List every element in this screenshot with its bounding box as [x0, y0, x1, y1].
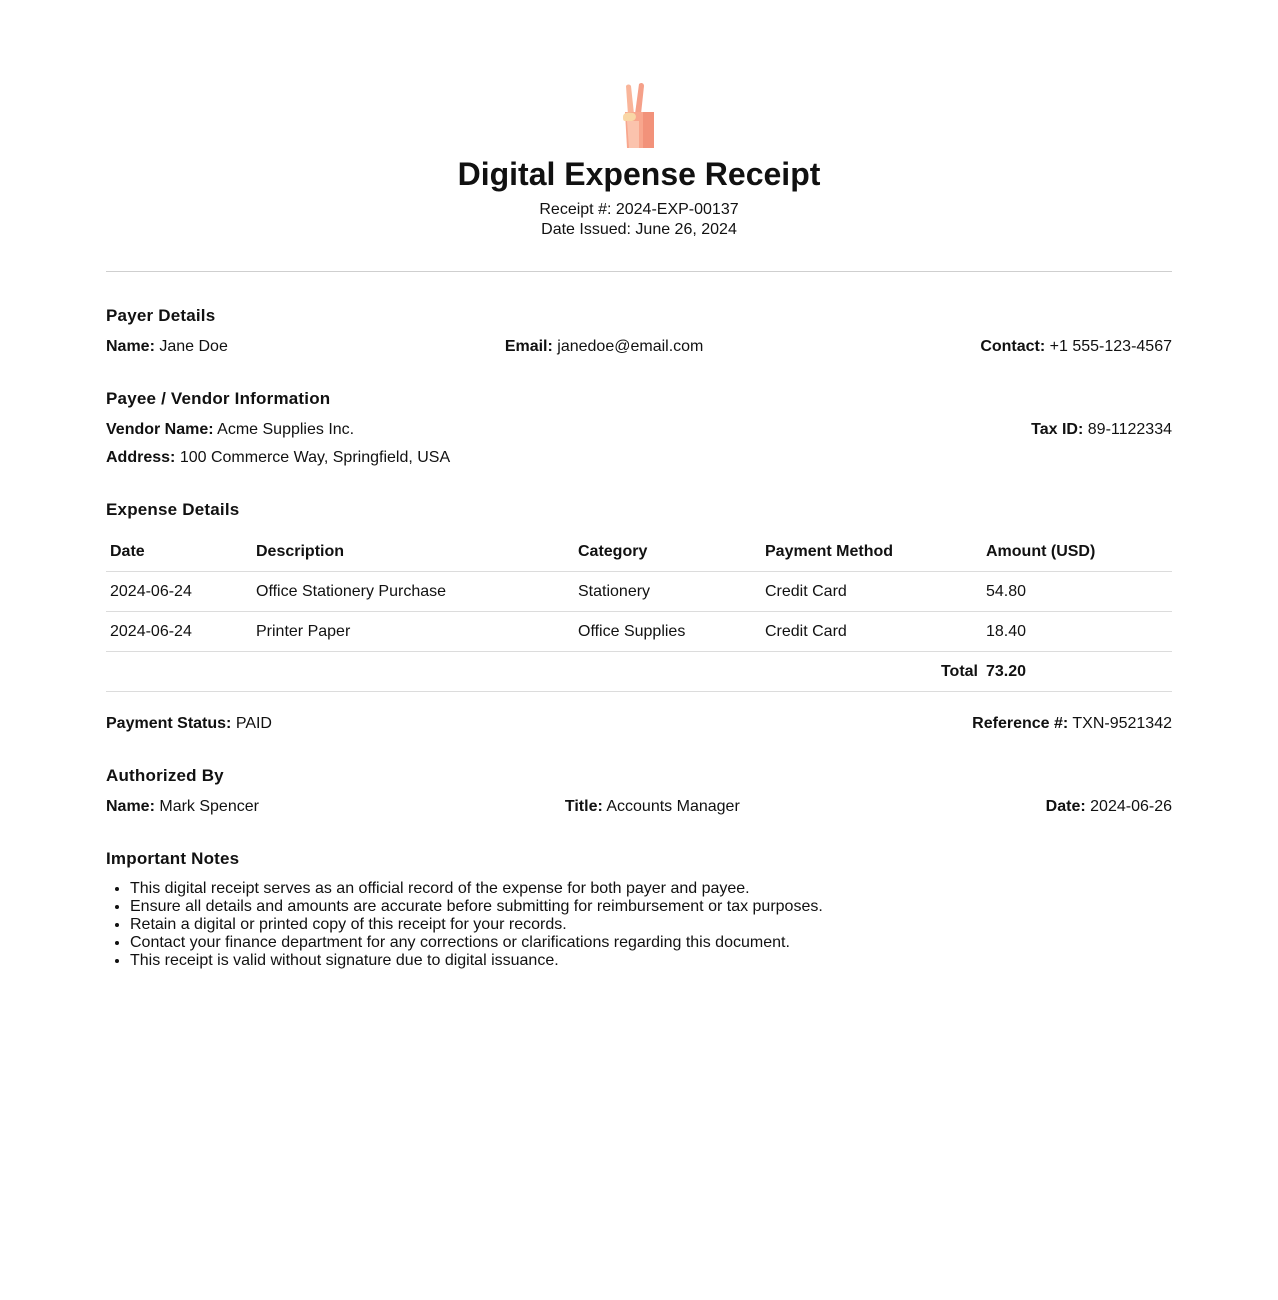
payment-reference [972, 714, 1172, 734]
header-divider [106, 271, 1172, 272]
victory-hand-icon [615, 82, 663, 150]
authorized-heading: Authorized By [106, 766, 224, 785]
vendor-name-value: Acme Supplies Inc. [217, 421, 355, 438]
payer-name-value: Jane Doe [159, 338, 228, 355]
cell-payment-method: Credit Card [761, 572, 982, 612]
cell-date: 2024-06-24 [106, 572, 252, 612]
list-item: • This digital receipt serves as an official record of the expense for both payer and payee. [130, 880, 1172, 898]
authorized-section [106, 766, 1172, 817]
expense-table [106, 532, 1172, 692]
cell-amount: 18.40 [982, 612, 1172, 652]
list-item: • Retain a digital or printed copy of this receipt for your records. [130, 916, 1172, 934]
payment-status-label: Payment Status: [106, 715, 232, 732]
payer-heading: Payer Details [106, 306, 216, 325]
table-header-row [106, 532, 1172, 572]
date-issued: Date Issued: June 26, 2024 [541, 221, 737, 238]
total-label: Total [106, 652, 982, 692]
vendor-tax-label: Tax ID: [1031, 421, 1084, 438]
vendor-tax-value: 89-1122334 [1087, 421, 1172, 438]
cell-date: 2024-06-24 [106, 612, 252, 652]
authorized-name [106, 797, 259, 817]
authorized-date-value: 2024-06-26 [1090, 798, 1172, 815]
table-row [106, 612, 1172, 652]
cell-description: Office Stationery Purchase [252, 572, 574, 612]
column-header: Payment Method [761, 532, 982, 572]
notes-heading: Important Notes [106, 849, 240, 868]
notes-section [106, 849, 1172, 970]
vendor-address-value: 100 Commerce Way, Springfield, USA [179, 449, 451, 466]
list-item: • Ensure all details and amounts are accurate before submitting for reimbursement or tax purposes. [130, 898, 1172, 916]
total-row [106, 652, 1172, 692]
expense-heading: Expense Details [106, 500, 240, 519]
vendor-section [106, 389, 1172, 468]
vendor-address-label: Address: [106, 449, 176, 466]
payer-email-label: Email: [504, 338, 553, 355]
cell-category: Office Supplies [574, 612, 761, 652]
column-header: Description [252, 532, 574, 572]
expense-section [106, 500, 1172, 692]
column-header: Amount (USD) [982, 532, 1172, 572]
payer-contact-value: +1 555-123-4567 [1049, 338, 1172, 355]
notes-list [106, 880, 1172, 970]
payer-contact [980, 337, 1172, 357]
vendor-name-label: Vendor Name: [106, 421, 214, 438]
authorized-title-label: Title: [564, 798, 603, 815]
list-item: • This receipt is valid without signature due to digital issuance. [130, 952, 1172, 970]
payment-status [106, 714, 272, 734]
authorized-title [565, 797, 740, 817]
receipt-title: Digital Expense Receipt [457, 156, 821, 192]
authorized-name-value: Mark Spencer [159, 798, 259, 815]
table-row [106, 572, 1172, 612]
payer-section [106, 306, 1172, 357]
vendor-heading: Payee / Vendor Information [106, 389, 331, 408]
cell-category: Stationery [574, 572, 761, 612]
payer-contact-label: Contact: [980, 338, 1046, 355]
vendor-name [106, 420, 354, 440]
payer-email [505, 337, 704, 357]
receipt-page [106, 0, 1172, 970]
authorized-name-label: Name: [106, 798, 155, 815]
payer-name-label: Name: [106, 338, 155, 355]
payment-status-value: PAID [235, 715, 272, 732]
payment-status-row [106, 714, 1172, 734]
column-header: Date [106, 532, 252, 572]
authorized-date [1046, 797, 1172, 817]
authorized-title-value: Accounts Manager [606, 798, 740, 815]
payer-email-value: janedoe@email.com [557, 338, 704, 355]
cell-amount: 54.80 [982, 572, 1172, 612]
vendor-tax-id [1031, 420, 1172, 440]
receipt-number: Receipt #: 2024-EXP-00137 [539, 201, 739, 218]
total-value: 73.20 [982, 652, 1172, 692]
vendor-address [106, 448, 450, 468]
payer-name [106, 337, 228, 357]
payment-reference-label: Reference #: [972, 715, 1069, 732]
payment-reference-value: TXN-9521342 [1072, 715, 1172, 732]
cell-payment-method: Credit Card [761, 612, 982, 652]
cell-description: Printer Paper [252, 612, 574, 652]
authorized-date-label: Date: [1045, 798, 1086, 815]
column-header: Category [574, 532, 761, 572]
list-item: • Contact your finance department for any corrections or clarifications regarding this document. [130, 934, 1172, 952]
